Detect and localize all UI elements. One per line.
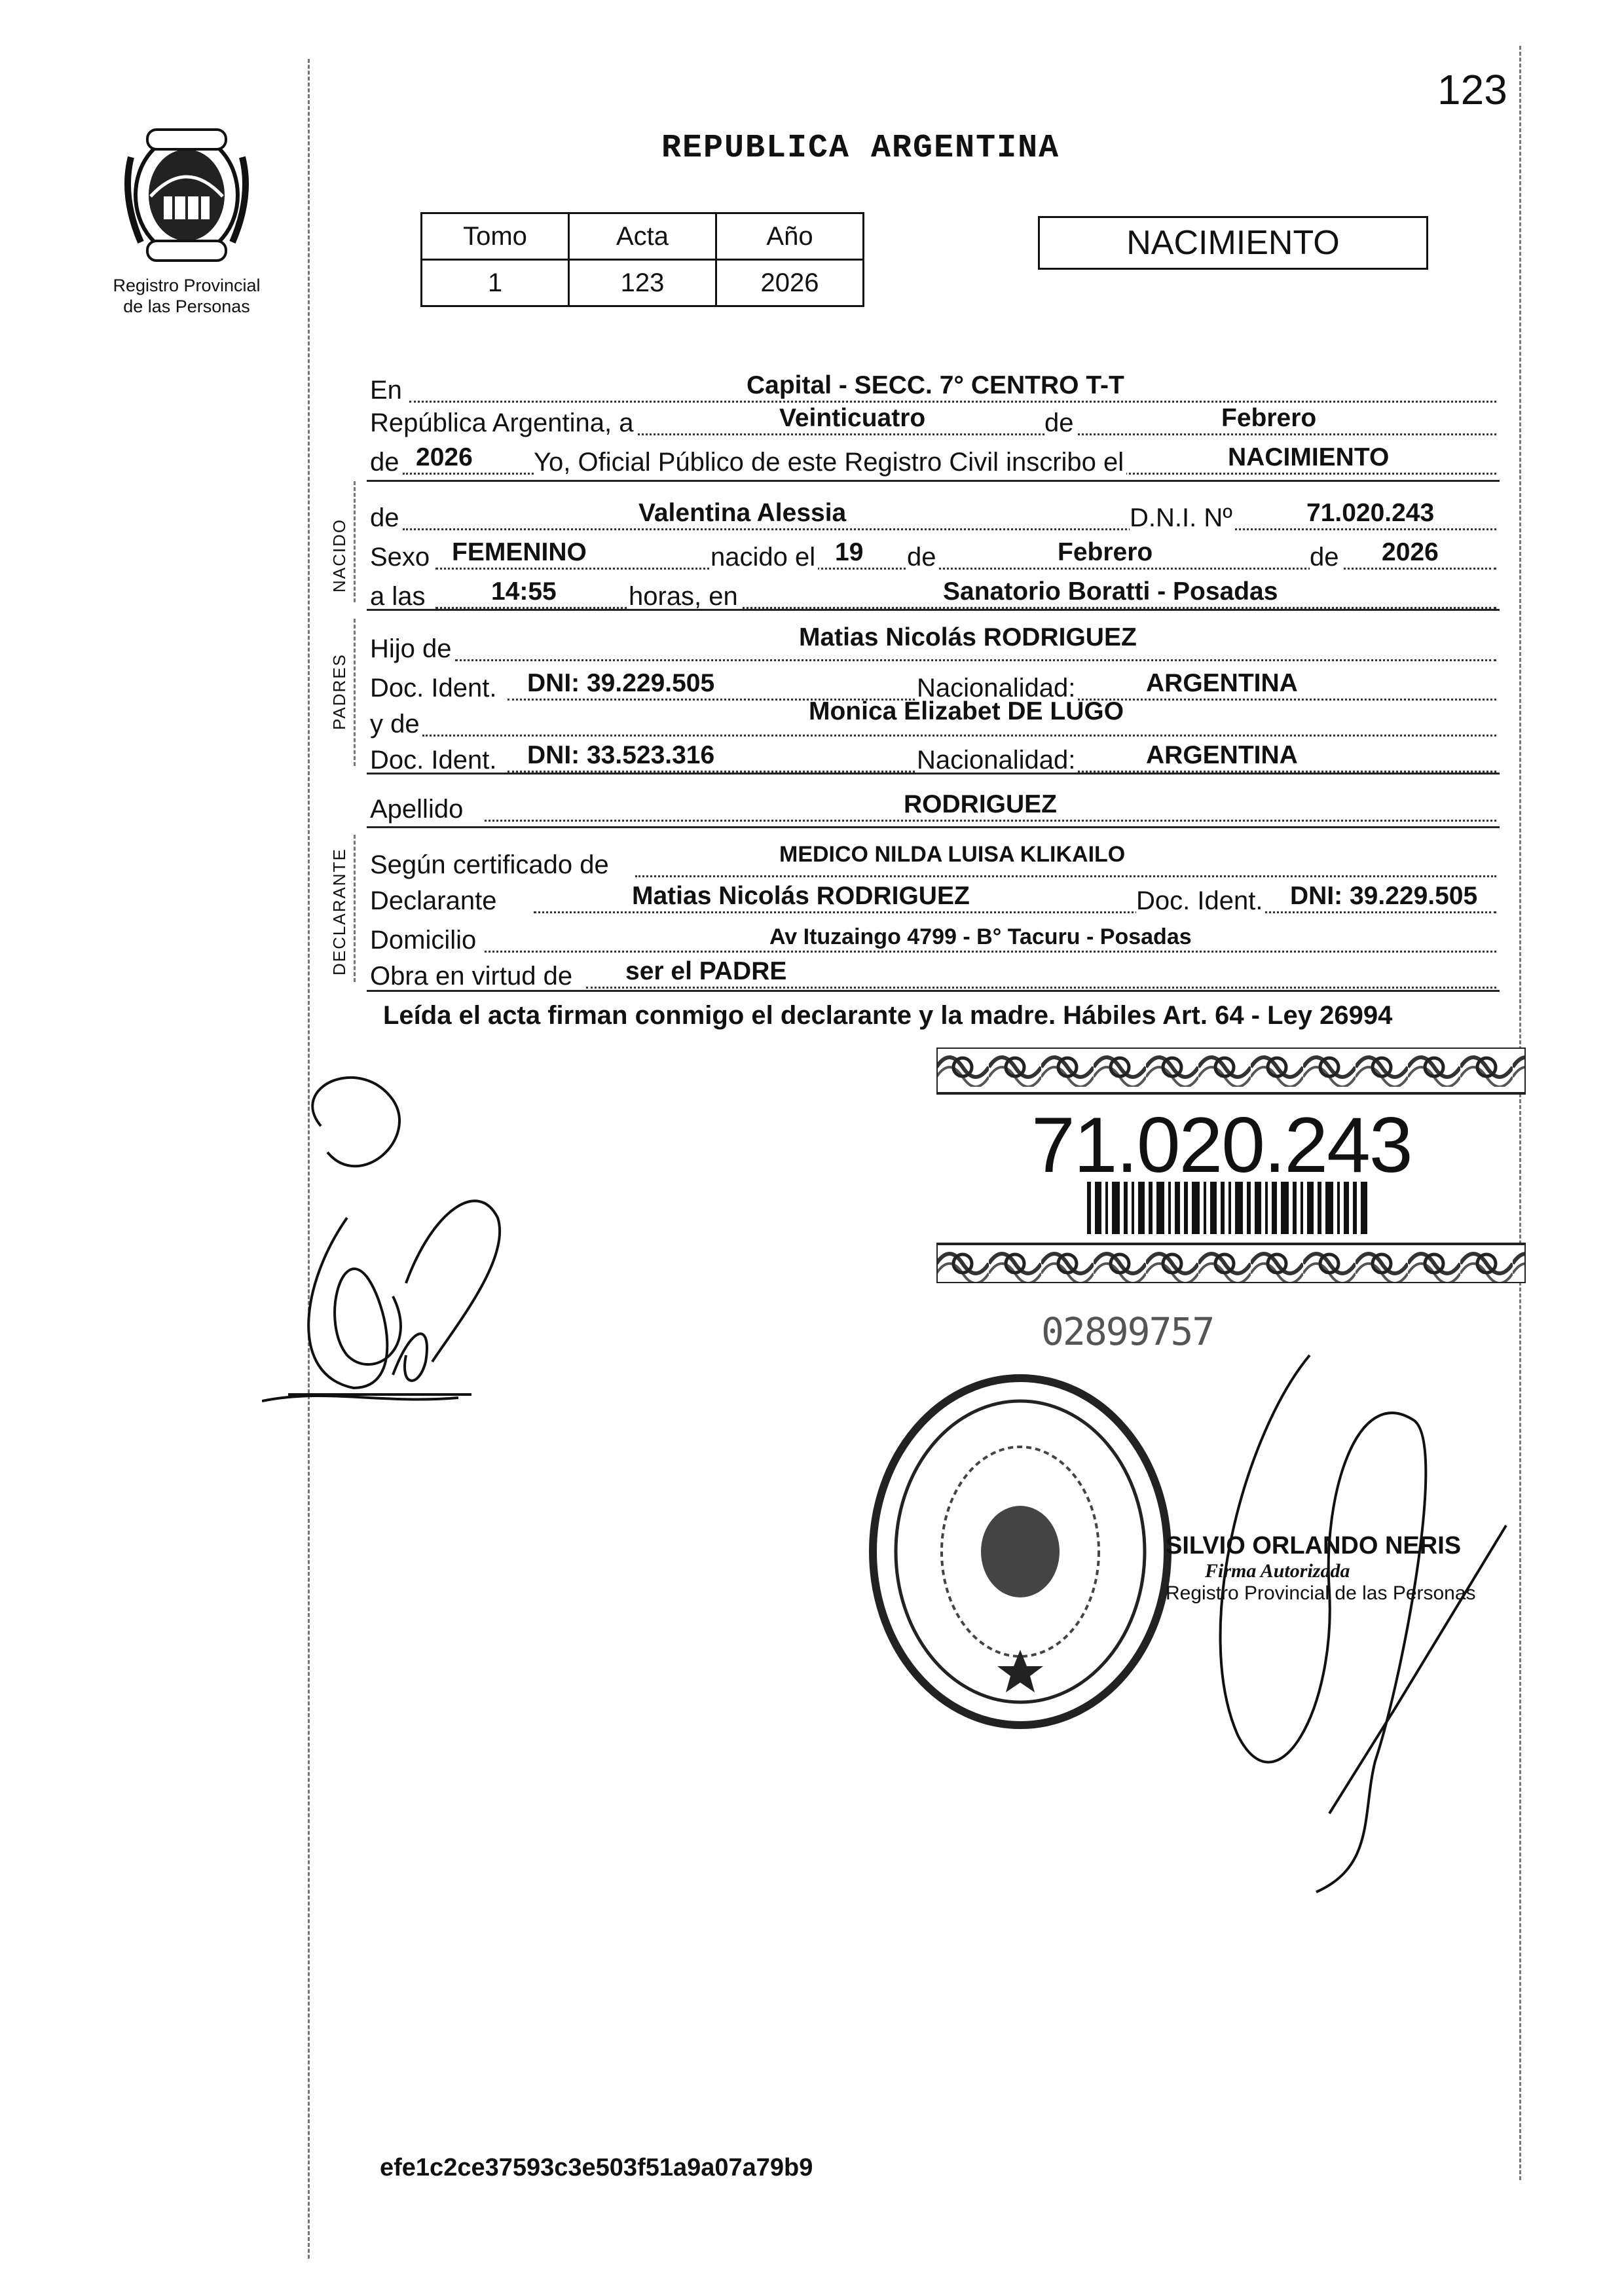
- document-hash: efe1c2ce37593c3e503f51a9a07a79b9: [380, 2154, 813, 2181]
- rule-3: [367, 773, 1500, 774]
- hora-value: 14:55: [491, 577, 557, 606]
- row-republica: [370, 396, 1496, 441]
- padre-doc-label: Doc. Ident.: [370, 674, 499, 703]
- hijo-de-label: Hijo de: [370, 634, 454, 664]
- padres-section-label: PADRES: [329, 653, 349, 730]
- acta-reference-table: [420, 212, 864, 307]
- row-declarante: [370, 874, 1496, 919]
- domicilio-value: Av Ituzaingo 4799 - B° Tacuru - Posadas: [769, 924, 1192, 949]
- authority-block: [1166, 1532, 1476, 1605]
- acta-header: Acta: [569, 213, 716, 260]
- a-las-label: a las: [370, 582, 428, 611]
- padre-nac-value: ARGENTINA: [1146, 669, 1298, 697]
- document-title: REPUBLICA ARGENTINA: [661, 130, 1060, 167]
- registry-caption-line-1: Registro Provincial: [113, 276, 261, 295]
- row-sexo: [370, 530, 1496, 575]
- authority-org: Registro Provincial de las Personas: [1166, 1582, 1476, 1604]
- padres-bracket: [354, 619, 356, 766]
- obra-value: ser el PADRE: [625, 957, 787, 985]
- dni-label: D.N.I. Nº: [1130, 503, 1235, 533]
- rule-2: [367, 609, 1500, 611]
- nacido-de3-label: de: [1310, 543, 1342, 572]
- madre-doc-label: Doc. Ident.: [370, 746, 499, 775]
- page-number: 123: [1437, 66, 1507, 113]
- tomo-value: 1: [422, 260, 569, 306]
- declarante-section-label: DECLARANTE: [329, 848, 349, 975]
- obra-label: Obra en virtud de: [370, 962, 575, 991]
- en-label: En: [370, 376, 405, 405]
- madre-nac-value: ARGENTINA: [1146, 741, 1298, 769]
- anio-value: 2026: [716, 260, 864, 306]
- de-label: de: [1044, 409, 1077, 438]
- nombre-value: Valentina Alessia: [638, 499, 847, 527]
- registry-caption-line-2: de las Personas: [123, 297, 250, 316]
- registry-seal-icon: [863, 1368, 1177, 1735]
- horas-en-label: horas, en: [629, 582, 741, 611]
- nacido-mes-value: Febrero: [1058, 538, 1153, 566]
- registry-caption: [92, 275, 282, 317]
- declarante-doc-value: DNI: 39.229.505: [1290, 882, 1478, 910]
- control-number: 02899757: [1041, 1309, 1214, 1354]
- dni-stamp-number: 71.020.243: [1031, 1101, 1412, 1189]
- padre-nac-label: Nacionalidad:: [917, 674, 1078, 703]
- row-madre-doc: [370, 733, 1496, 778]
- row-obra: [370, 949, 1496, 994]
- anio-value-text: 2026: [416, 443, 473, 471]
- declarante-label: Declarante: [370, 886, 499, 916]
- madre-doc-value: DNI: 33.523.316: [527, 741, 715, 769]
- sexo-value: FEMENINO: [452, 538, 587, 566]
- official-signature-icon: [1166, 1342, 1532, 1912]
- mes-texto-value: Febrero: [1221, 404, 1317, 432]
- apellido-value: RODRIGUEZ: [904, 790, 1057, 818]
- row-hijo-de: [370, 622, 1496, 666]
- act-type-box: NACIMIENTO: [1038, 216, 1428, 270]
- row-apellido: [370, 782, 1496, 827]
- nacido-bracket: [354, 481, 356, 602]
- row-anio-oficial: [370, 435, 1496, 480]
- de2-label: de: [370, 448, 402, 477]
- nacido-de-label: de: [370, 503, 402, 533]
- nacido-de2-label: de: [907, 543, 939, 572]
- padre-doc-value: DNI: 39.229.505: [527, 669, 715, 697]
- rule-5: [367, 990, 1500, 992]
- acto-value: NACIMIENTO: [1228, 443, 1390, 471]
- province-coat-of-arms-icon: [111, 118, 262, 268]
- declarant-signature-icon: [262, 1048, 524, 1414]
- nacido-dia-value: 19: [835, 538, 864, 566]
- certificado-value: MEDICO NILDA LUISA KLIKAILO: [779, 842, 1126, 867]
- authority-role: Firma Autorizada: [1205, 1560, 1350, 1582]
- oficial-text: Yo, Oficial Público de este Registro Civil inscribo el: [534, 448, 1126, 477]
- nacido-section-label: NACIDO: [329, 518, 349, 592]
- nacido-el-label: nacido el: [710, 543, 818, 572]
- closing-statement: Leída el acta firman conmigo el declarante y la madre. Hábiles Art. 64 - Ley 26994: [383, 1001, 1393, 1030]
- anio-header: Año: [716, 213, 864, 260]
- republica-label: República Argentina, a: [370, 409, 637, 438]
- declarante-bracket: [354, 835, 356, 982]
- tomo-header: Tomo: [422, 213, 569, 260]
- padre-value: Matias Nicolás RODRIGUEZ: [799, 623, 1137, 651]
- nacido-dni-value: 71.020.243: [1306, 499, 1435, 527]
- row-hora-lugar: [370, 570, 1496, 614]
- acta-value: 123: [569, 260, 716, 306]
- domicilio-label: Domicilio: [370, 926, 479, 955]
- apellido-label: Apellido: [370, 795, 466, 824]
- rule-4: [367, 826, 1500, 828]
- madre-value: Monica Elizabet DE LUGO: [809, 697, 1124, 725]
- madre-nac-label: Nacionalidad:: [917, 746, 1078, 775]
- nacido-anio-value: 2026: [1382, 538, 1439, 566]
- certificado-label: Según certificado de: [370, 850, 612, 880]
- authority-name: SILVIO ORLANDO NERIS: [1166, 1532, 1462, 1559]
- dia-texto-value: Veinticuatro: [779, 404, 926, 432]
- row-nacido-nombre: [370, 491, 1496, 536]
- declarante-doc-label: Doc. Ident.: [1136, 886, 1265, 916]
- declarante-value: Matias Nicolás RODRIGUEZ: [632, 882, 970, 910]
- lugar-value: Sanatorio Boratti - Posadas: [943, 577, 1278, 606]
- y-de-label: y de: [370, 710, 422, 739]
- seccion-value: Capital - SECC. 7° CENTRO T-T: [747, 371, 1124, 399]
- rule-1: [367, 480, 1500, 482]
- sexo-label: Sexo: [370, 543, 432, 572]
